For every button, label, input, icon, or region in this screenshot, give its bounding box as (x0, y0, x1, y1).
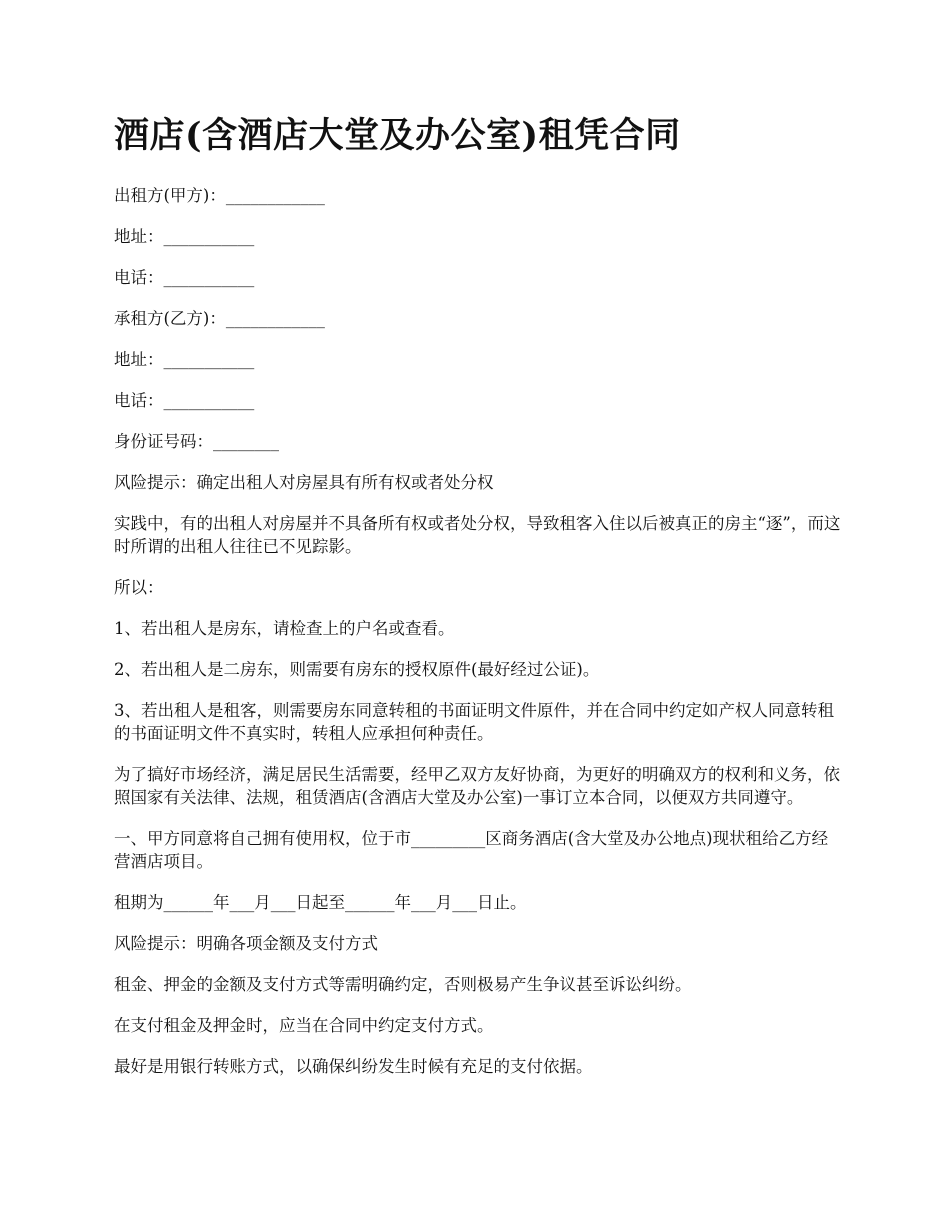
document-title: 酒店(含酒店大堂及办公室)租凭合同 (114, 115, 681, 156)
lessor-phone-line: 电话：___________ (114, 268, 255, 287)
payment-explanation: 租金、押金的金额及支付方式等需明确约定，否则极易产生争议甚至诉讼纠纷。 (114, 975, 692, 994)
lessee-id-number-line: 身份证号码：________ (114, 432, 279, 451)
clause-1-premises: 一、甲方同意将自己拥有使用权，位于市_________区商务酒店(含大堂及办公地点)现状租给乙方经营酒店项目。 (114, 829, 829, 871)
bank-transfer-note: 最好是用银行转账方式，以确保纠纷发生时候有充足的支付依据。 (114, 1057, 593, 1076)
risk-tip-payment: 风险提示：明确各项金额及支付方式 (114, 934, 378, 953)
lessee-name-line: 承租方(乙方)：____________ (114, 309, 325, 328)
lessor-name-line: 出租方(甲方)：____________ (114, 186, 325, 205)
lease-term-line: 租期为______年___月___日起至______年___月___日止。 (114, 893, 527, 912)
document-body (114, 184, 842, 1096)
check-item-3: 3、若出租人是租客，则需要房东同意转租的书面证明文件原件，并在合同中约定如产权人同意转租的书面证明文件不真实时，转租人应承担何种责任。 (114, 701, 834, 743)
check-item-2: 2、若出租人是二房东，则需要有房东的授权原件(最好经过公证)。 (114, 660, 600, 679)
lessee-address-line: 地址：___________ (114, 350, 255, 369)
payment-method-note: 在支付租金及押金时，应当在合同中约定支付方式。 (114, 1016, 494, 1035)
lessor-address-line: 地址：___________ (114, 227, 255, 246)
ownership-explanation: 实践中，有的出租人对房屋并不具备所有权或者处分权，导致租客入住以后被真正的房主“逐”，而这时所谓的出租人往往已不见踪影。 (114, 514, 841, 556)
therefore-heading: 所以： (114, 578, 164, 597)
lessee-phone-line: 电话：___________ (114, 391, 255, 410)
risk-tip-ownership: 风险提示：确定出租人对房屋具有所有权或者处分权 (114, 473, 494, 492)
check-item-1: 1、若出租人是房东，请检查上的户名或查看。 (114, 619, 455, 638)
contract-preamble: 为了搞好市场经济，满足居民生活需要，经甲乙双方友好协商，为更好的明确双方的权利和义务，依照国家有关法律、法规，租赁酒店(含酒店大堂及办公室)一事订立本合同，以便双方共同遵守。 (114, 765, 840, 807)
